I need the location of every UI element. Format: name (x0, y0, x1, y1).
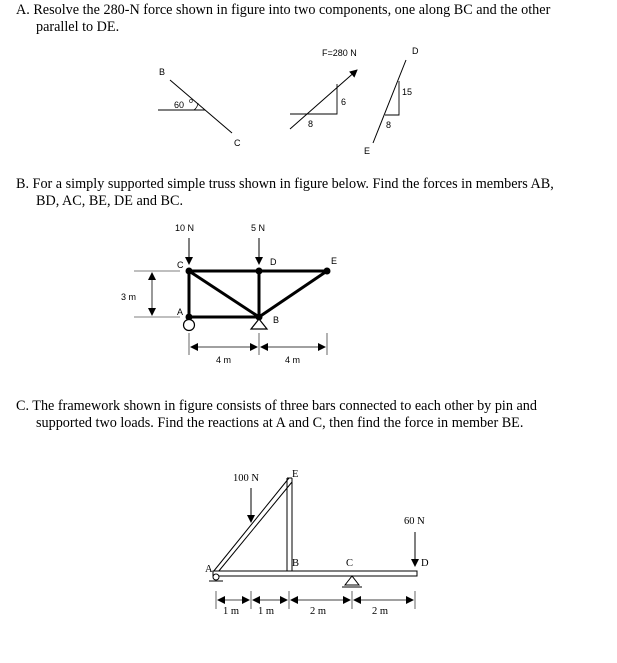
figure-c (205, 469, 429, 617)
node-d-label: D (270, 257, 277, 267)
slope-triangle (290, 84, 337, 114)
de-slope-triangle (385, 81, 399, 115)
load-d-label: 5 N (251, 223, 266, 233)
slope-run-label: 8 (308, 119, 314, 129)
node-a-label-c: A (205, 564, 213, 575)
member-de-line (373, 60, 406, 143)
dim3-label: 2 m (310, 606, 327, 617)
node-a-label: A (177, 307, 184, 317)
roller-support-a (184, 320, 195, 331)
problem-a-line1: A. Resolve the 280-N force shown in figure into two components, one along BC and the other (16, 2, 551, 18)
problem-c-line1: C. The framework shown in figure consists of three bars connected to each other by pin and (16, 398, 537, 414)
node-c-label-c: C (346, 558, 354, 569)
joint-d (256, 268, 263, 275)
figure-b (121, 223, 337, 365)
de-rise-label: 15 (402, 87, 413, 97)
label-e-a: E (364, 146, 371, 156)
bar-ae-inner (218, 482, 292, 572)
problem-a-line2: parallel to DE. (36, 19, 120, 35)
force-label: F=280 N (322, 48, 357, 58)
beam-ad (213, 571, 417, 576)
node-e-label-c: E (292, 469, 299, 480)
load1-label: 100 N (233, 473, 259, 484)
node-b-label: B (273, 315, 280, 325)
height-label: 3 m (121, 292, 137, 302)
angle-degree: o (189, 98, 193, 105)
dim2-label: 1 m (258, 606, 275, 617)
pin-support-b (251, 319, 267, 329)
figure-a (158, 46, 419, 156)
node-e-label: E (331, 256, 338, 266)
slope-rise-label: 6 (341, 97, 347, 107)
problem-b-line2: BD, AC, BE, DE and BC. (36, 193, 184, 209)
de-run-label: 8 (386, 120, 392, 130)
force-arrow (290, 70, 357, 129)
label-d-a: D (412, 46, 419, 56)
dim4-label: 2 m (372, 606, 389, 617)
joint-c (186, 268, 193, 275)
member-bc (189, 271, 259, 317)
dim1-label: 1 m (223, 606, 240, 617)
load-c-label: 10 N (175, 223, 195, 233)
member-be (259, 271, 327, 317)
node-d-label-c: D (421, 558, 429, 569)
angle-label: 60 (174, 100, 185, 110)
node-b-label-c: B (292, 558, 300, 569)
label-c-a: C (234, 138, 241, 148)
node-c-label: C (177, 260, 184, 270)
pin-a-circle (213, 574, 219, 580)
pin-support-c (345, 576, 359, 585)
problem-b-line1: B. For a simply supported simple truss shown in figure below. Find the forces in members AB, (16, 176, 554, 192)
label-b-a: B (159, 67, 166, 77)
problem-c-line2: supported two loads. Find the reactions at A and C, then find the force in member BE. (36, 415, 524, 431)
joint-e (324, 268, 331, 275)
load2-label: 60 N (404, 516, 425, 527)
span2-label: 4 m (285, 355, 301, 365)
span1-label: 4 m (216, 355, 232, 365)
